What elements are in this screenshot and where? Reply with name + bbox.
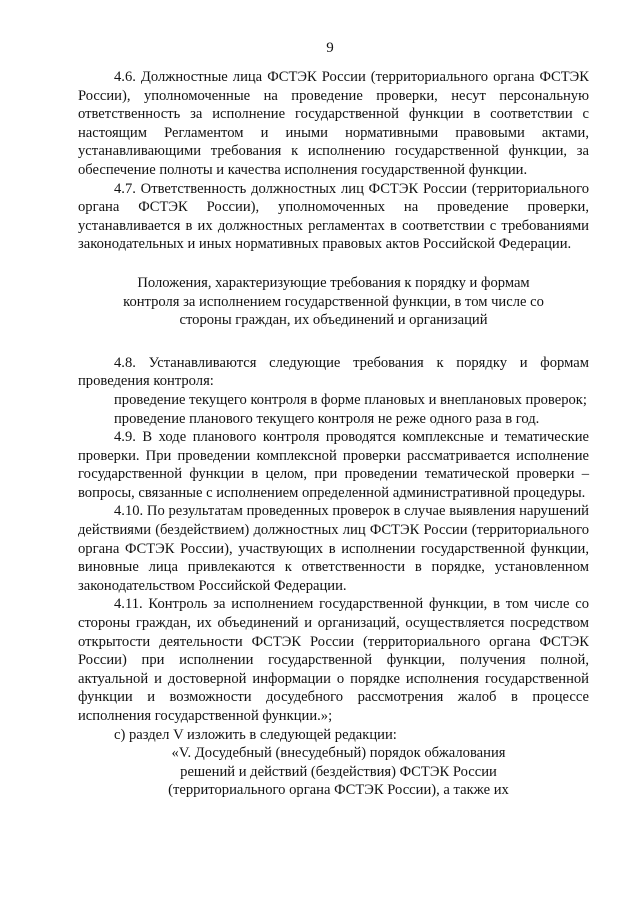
paragraph-c: с) раздел V изложить в следующей редакции: <box>114 726 397 743</box>
paragraph-4-9: 4.9. В ходе планового контроля проводятся комплексные и тематические проверки. При проведении комплексной проверки рассматривается исполнение государственной функции в целом, при проведении тематической проверки – вопросы, связанные с исполнением определенной административной процедуры. <box>78 429 589 501</box>
section-heading: Положения, характеризующие требования к порядку и формам контроля за исполнением государственной функции, в том числе со стороны граждан, их объединений и организаций <box>123 274 544 329</box>
paragraph-4-6: 4.6. Должностные лица ФСТЭК России (территориального органа ФСТЭК России), уполномоченные на проведение проверки, несут персональную ответственность за исполнение государственной функции в соответствии с настоящим Регламентом и иными нормативными правовыми актами, устанавливающими требования к исполнению государственной функции, за обеспечение полноты и качества исполнения государственной функции. <box>78 69 589 178</box>
document-body <box>78 68 589 800</box>
paragraph-4-8: 4.8. Устанавливаются следующие требования к порядку и формам проведения контроля: <box>78 354 589 390</box>
section-v-heading: «V. Досудебный (внесудебный) порядок обжалования решений и действий (бездействия) ФСТЭК России (территориального органа ФСТЭК России), а также их <box>168 745 509 799</box>
paragraph-4-10: 4.10. По результатам проведенных проверок в случае выявления нарушений действиями (бездействием) должностных лиц ФСТЭК России (территориального органа ФСТЭК России), участвующих в исполнении государственной функции, виновные лица привлекаются к ответственности в порядке, установленном законодательством Российской Федерации. <box>78 503 589 594</box>
paragraph-4-8-item-a: проведение текущего контроля в форме плановых и внеплановых проверок; <box>114 391 587 408</box>
paragraph-4-8-item-b: проведение планового текущего контроля не реже одного раза в год. <box>114 410 540 427</box>
page-number: 9 <box>326 40 334 56</box>
paragraph-4-11: 4.11. Контроль за исполнением государственной функции, в том числе со стороны граждан, их объединений и организаций, осуществляется посредством открытости деятельности ФСТЭК России (территориального органа ФСТЭК России) при исполнении государственной функции, получения полной, актуальной и достоверной информации о порядке исполнения государственной функции и возможности досудебного рассмотрения жалоб в процессе исполнения государственной функции.»; <box>78 596 589 724</box>
paragraph-4-7: 4.7. Ответственность должностных лиц ФСТЭК России (территориального органа ФСТЭК России), уполномоченных на проведение проверки, устанавливается в их должностных регламентах в соответствии с требованиями законодательных и иных нормативных правовых актов Российской Федерации. <box>78 180 589 253</box>
